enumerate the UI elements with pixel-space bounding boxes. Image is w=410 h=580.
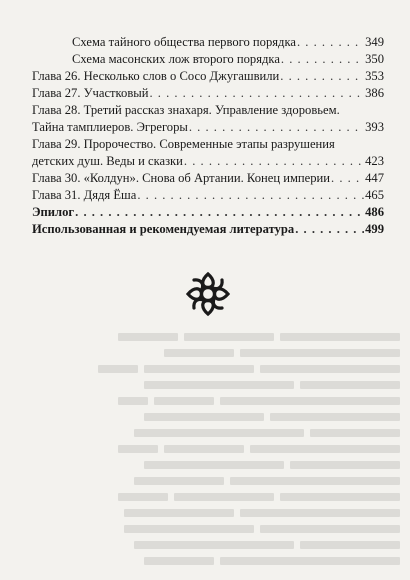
toc-entry-title: Эпилог [32,205,75,219]
leader-dots [281,51,364,68]
toc-entry-page: 350 [365,52,384,66]
toc-entry-title: Тайна тамплиеров. Эгрегоры [32,120,188,134]
leader-dots [75,204,364,221]
toc-entry-page: 447 [365,171,384,185]
toc-entry [72,51,384,68]
toc-entry-title: Глава 30. «Колдун». Снова об Артании. Конец империи [32,171,331,185]
toc-entry [32,119,384,136]
toc-entry-page: 499 [365,222,384,236]
leader-dots [280,68,364,85]
leader-dots [331,170,364,187]
toc-entry-bibliography [32,221,384,238]
toc-entry-page: 349 [365,35,384,49]
toc-entry [32,187,384,204]
toc-entry-title: Глава 26. Несколько слов о Сосо Джугашвили [32,69,280,83]
leader-dots [184,153,364,170]
toc-entry [32,68,384,85]
toc-entry [32,85,384,102]
leader-dots [189,119,364,136]
toc-entry-title: Глава 31. Дядя Ёша [32,188,137,202]
leader-dots [149,85,364,102]
reverse-side-bleed-through [20,330,400,580]
toc-entry-page: 486 [365,205,384,219]
leader-dots [295,221,364,238]
toc-entry-title: детских душ. Веды и сказки [32,154,183,168]
toc-entry-page: 465 [365,188,384,202]
leader-dots [137,187,364,204]
toc-entry [72,34,384,51]
toc-entry [32,153,384,170]
toc-entry [32,170,384,187]
toc-entry-epilogue [32,204,384,221]
toc-entry-page: 393 [365,120,384,134]
toc-entry-title: Использованная и рекомендуемая литература [32,222,295,236]
leader-dots [297,34,364,51]
celtic-knot-ornament-icon [184,270,232,318]
toc-entry-page: 423 [365,154,384,168]
toc-entry-title-line1: Глава 29. Пророчество. Современные этапы разрушения [32,137,335,151]
toc-entry-title-line1: Глава 28. Третий рассказ знахаря. Управление здоровьем. [32,103,340,117]
toc-entry-title: Глава 27. Участковый [32,86,149,100]
toc-entry-page: 386 [365,86,384,100]
toc-entry-title: Схема масонских лож второго порядка [72,52,280,66]
toc-entry-title: Схема тайного общества первого порядка [72,35,296,49]
toc-entry-page: 353 [365,69,384,83]
